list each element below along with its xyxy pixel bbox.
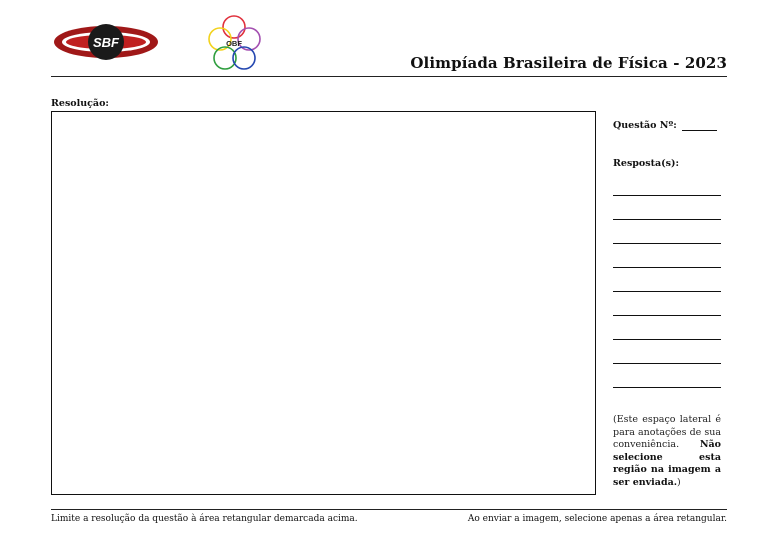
answer-line [613, 243, 721, 244]
answer-line [613, 363, 721, 364]
sidebar [613, 120, 721, 169]
obf-logo-text: OBF [226, 39, 242, 48]
sidebar-note [613, 414, 721, 490]
resolution-area [51, 111, 596, 495]
obf-logo [204, 13, 268, 73]
answer-line [613, 219, 721, 220]
answers-label: Resposta(s): [613, 158, 680, 169]
answer-line [613, 387, 721, 388]
answer-lines [613, 195, 721, 411]
note-close: ) [677, 476, 681, 488]
answer-line [613, 267, 721, 268]
answer-line [613, 291, 721, 292]
page-title: Olimpíada Brasileira de Física - 2023 [410, 54, 727, 72]
answer-line [613, 315, 721, 316]
answer-line [613, 339, 721, 340]
question-number-row [613, 120, 721, 131]
sbf-logo-text: SBF [93, 35, 119, 50]
note-text: (Este espaço lateral é para anotações de sua conveniência. [613, 414, 721, 451]
answer-line [613, 195, 721, 196]
question-number-label: Questão Nº: [613, 120, 677, 131]
footer-right-text: Ao enviar a imagem, selecione apenas a área retangular. [467, 514, 727, 524]
resolution-label: Resolução: [51, 98, 109, 109]
note-warning: Não selecione esta região na imagem a ser enviada. [613, 439, 721, 488]
footer-left-text: Limite a resolução da questão à área retangular demarcada acima. [51, 514, 358, 524]
footer-divider [51, 509, 727, 510]
sbf-logo [53, 22, 159, 62]
page-header [51, 10, 727, 77]
question-number-line [682, 120, 717, 131]
